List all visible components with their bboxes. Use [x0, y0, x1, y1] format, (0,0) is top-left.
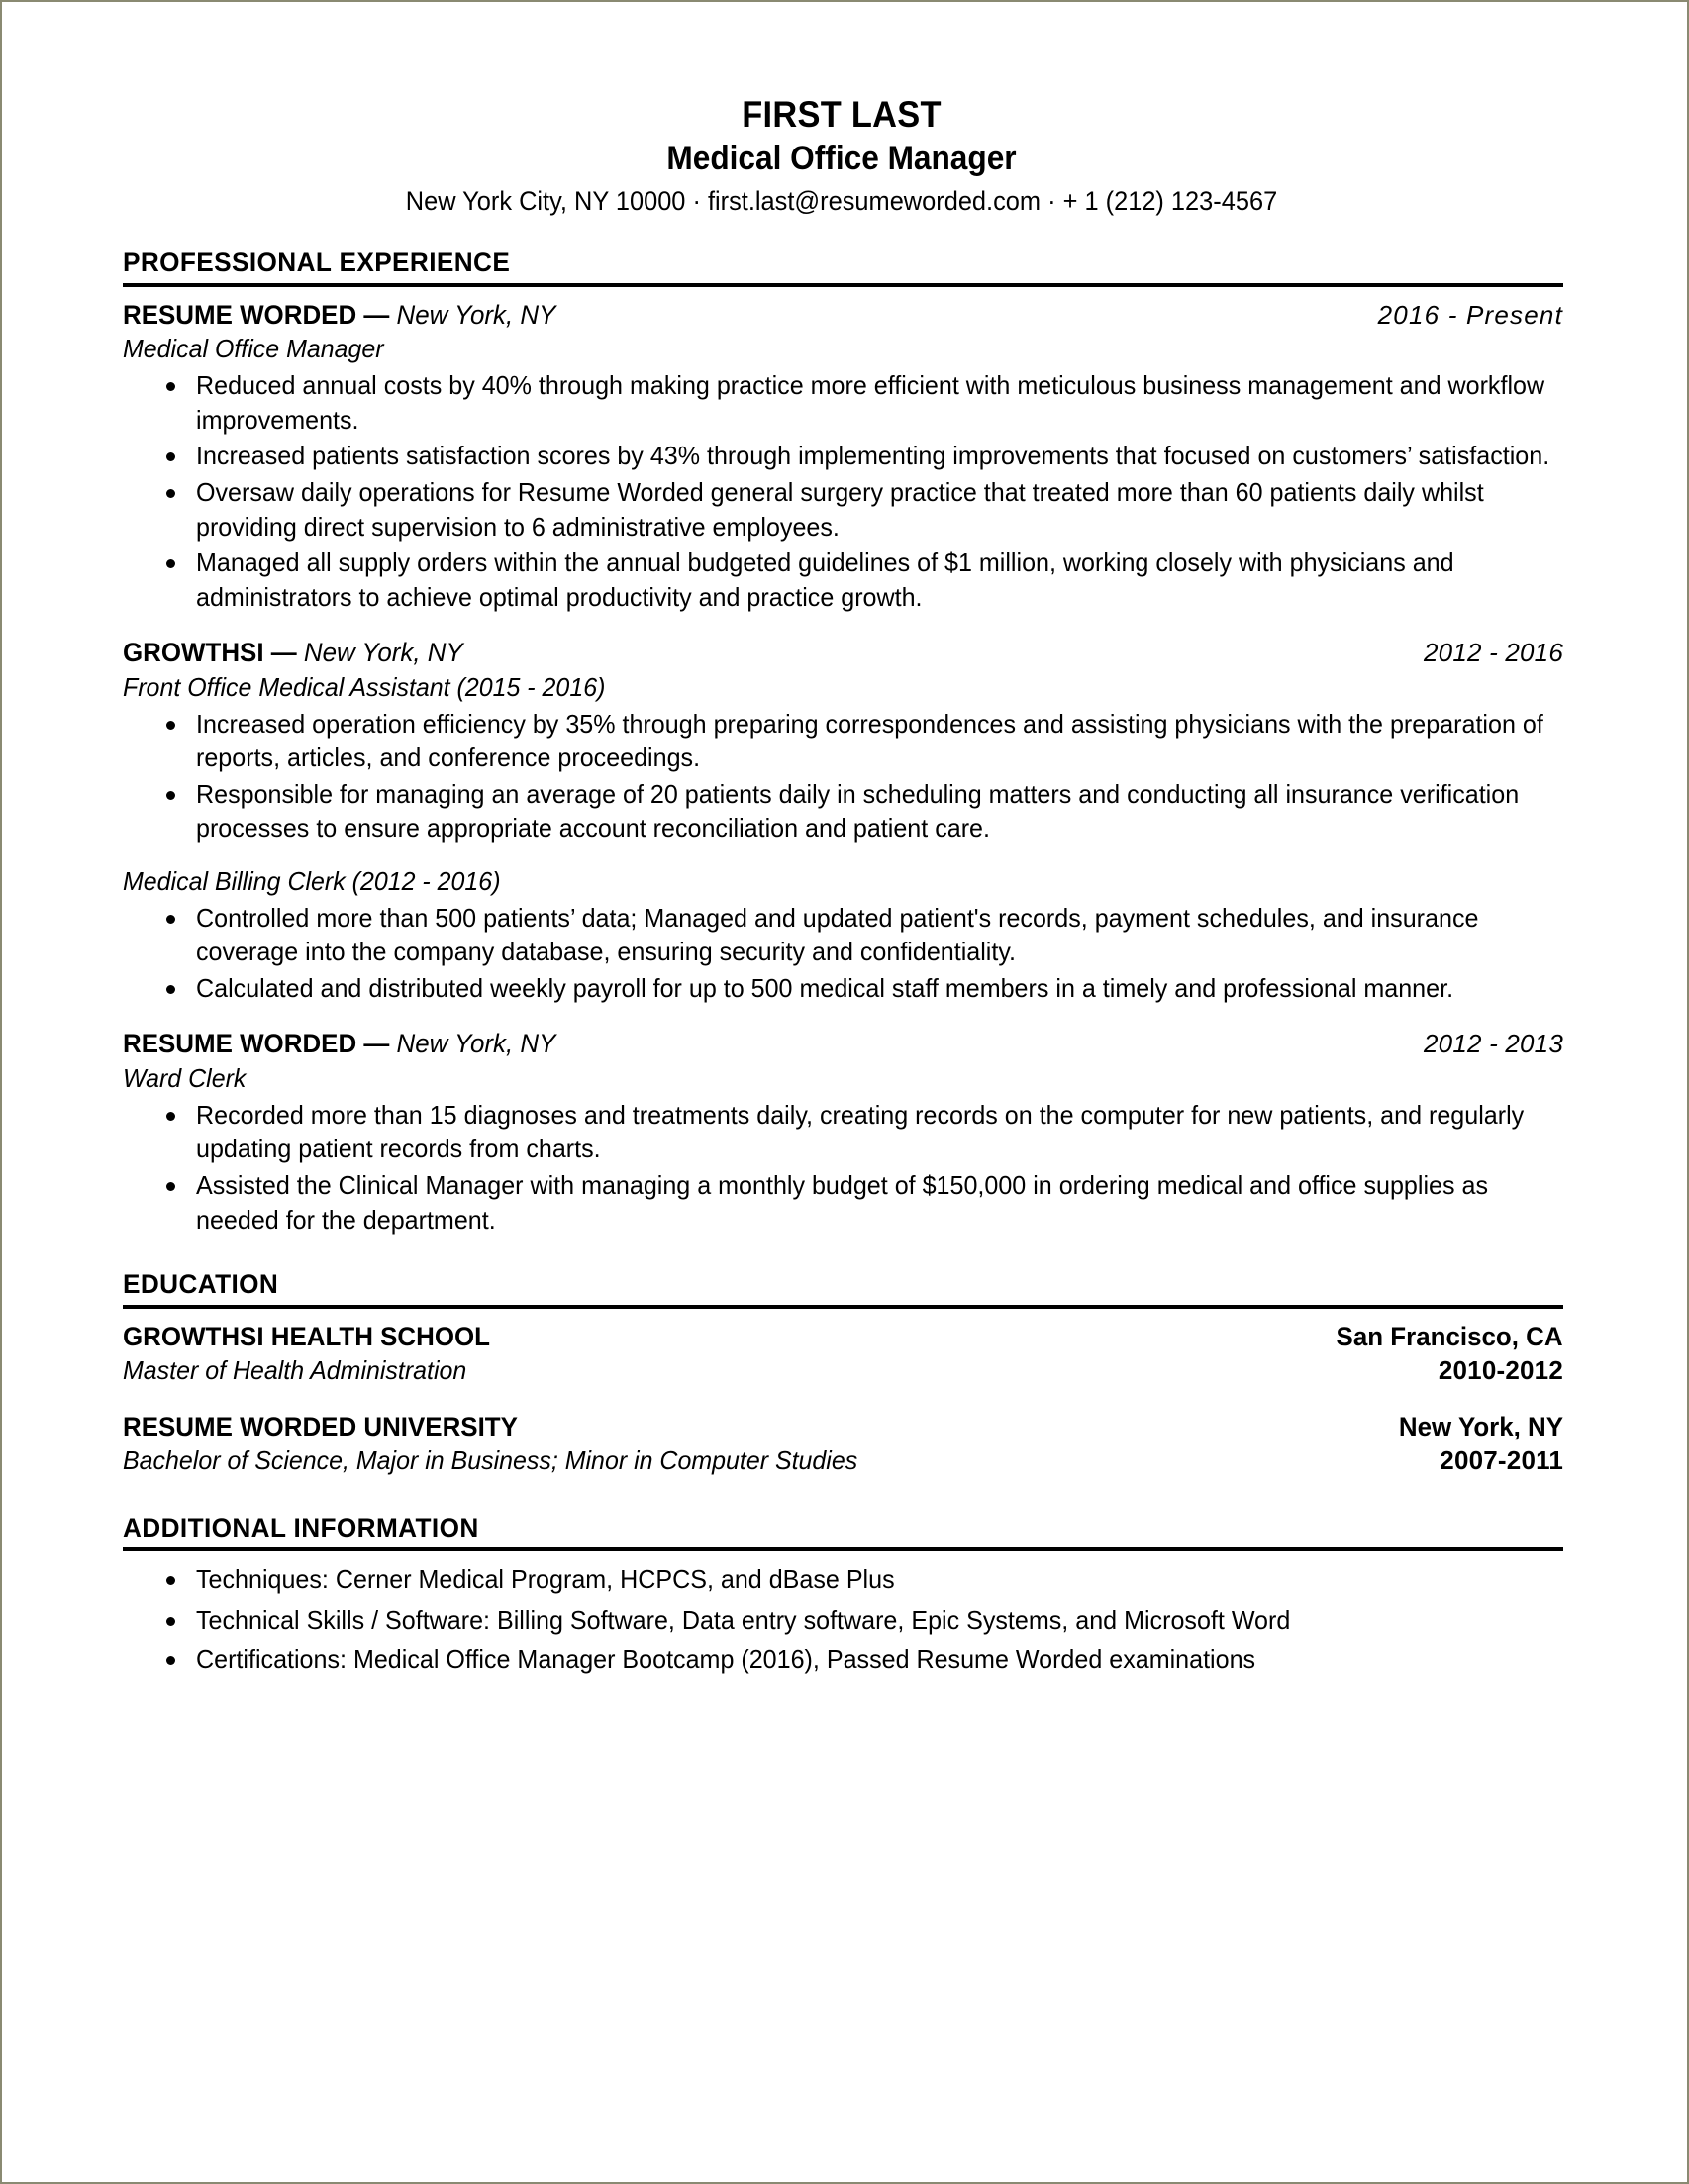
education-years: 2010-2012 [1438, 1354, 1563, 1385]
experience-entry [123, 1027, 1563, 1237]
list-item [123, 1168, 1563, 1237]
education-location: New York, NY [1398, 1411, 1563, 1441]
education-school-name: RESUME WORDED UNIVERSITY [123, 1411, 518, 1441]
section-divider-experience [123, 283, 1563, 287]
bullet-text: Managed all supply orders within the annual budgeted guidelines of $1 million, working closely with physicians and administrators to achieve optimal productivity and practice growth. [196, 547, 1454, 612]
education-years: 2007-2011 [1440, 1444, 1563, 1475]
candidate-contact-line: New York City, NY 10000 · first.last@resumeworded.com · + 1 (212) 123-4567 [405, 186, 1278, 217]
education-degree: Master of Health Administration [123, 1354, 467, 1385]
experience-dates: 2016 - Present [1377, 299, 1563, 330]
experience-entry-header [123, 298, 1563, 333]
candidate-name: FIRST LAST [742, 94, 942, 135]
experience-entry-header [123, 636, 1563, 670]
experience-org-name: RESUME WORDED [123, 1029, 357, 1059]
experience-secondary-bullet-list [123, 901, 1560, 1006]
education-entry [123, 1410, 1563, 1478]
section-title-education: EDUCATION [123, 1269, 279, 1300]
bullet-text: Recorded more than 15 diagnoses and treatments daily, creating records on the computer for new patients, and regularly updating patient records from charts. [196, 1099, 1525, 1164]
bullet-text: Oversaw daily operations for Resume Worded general surgery practice that treated more than 60 patients daily whilst providing direct supervision to 6 administrative employees. [196, 476, 1484, 542]
list-item [123, 439, 1563, 473]
section-additional-information [123, 1514, 1560, 1677]
experience-location: New York, NY [396, 299, 556, 330]
experience-dates: 2012 - 2016 [1424, 638, 1563, 668]
experience-entry [123, 636, 1563, 1005]
experience-location: New York, NY [396, 1029, 556, 1059]
section-title-experience: PROFESSIONAL EXPERIENCE [123, 248, 511, 278]
education-location: San Francisco, CA [1336, 1321, 1563, 1351]
education-degree: Bachelor of Science, Major in Business; Minor in Computer Studies [123, 1444, 858, 1475]
experience-org-line [123, 1027, 555, 1061]
list-item [123, 901, 1563, 969]
bullet-text: Technical Skills / Software: Billing Software, Data entry software, Epic Systems, and Microsoft Word [196, 1604, 1291, 1635]
list-item [123, 1603, 1563, 1638]
experience-entry [123, 298, 1563, 614]
education-entry-bottom-row [123, 1354, 1563, 1388]
experience-secondary-role-title: Medical Billing Clerk (2012 - 2016) [123, 865, 501, 896]
experience-role-title: Ward Clerk [123, 1063, 247, 1094]
experience-org-name: RESUME WORDED [123, 299, 357, 330]
section-divider-education [123, 1305, 1563, 1309]
list-item [123, 475, 1563, 544]
bullet-text: Controlled more than 500 patients’ data; Managed and updated patient's records, payment schedules, and insurance coverage into the company database, ensuring security and confidentiality. [196, 902, 1479, 967]
experience-org-name: GROWTHSI [123, 638, 264, 668]
list-item [123, 1098, 1563, 1166]
education-entry-top-row [123, 1320, 1563, 1354]
education-entry-bottom-row [123, 1444, 1563, 1478]
education-school-name: GROWTHSI HEALTH SCHOOL [123, 1321, 491, 1351]
bullet-text: Reduced annual costs by 40% through making practice more efficient with meticulous business management and workflow improvements. [196, 370, 1545, 435]
experience-bullet-list [123, 707, 1560, 845]
list-item [123, 1562, 1563, 1597]
list-item [123, 546, 1563, 614]
section-divider-additional [123, 1547, 1563, 1551]
education-entry [123, 1320, 1563, 1388]
experience-dash: — [356, 1029, 397, 1059]
experience-dates: 2012 - 2013 [1424, 1029, 1563, 1059]
resume-header [123, 93, 1560, 219]
section-title-additional: ADDITIONAL INFORMATION [123, 1512, 479, 1542]
resume-sheet [2, 2, 1687, 1677]
experience-dash: — [263, 638, 304, 668]
experience-bullet-list [123, 1098, 1560, 1237]
experience-dash: — [356, 299, 397, 330]
experience-org-line [123, 636, 463, 670]
list-item [123, 777, 1563, 845]
list-item [123, 1642, 1563, 1677]
section-education [123, 1269, 1563, 1477]
bullet-text: Responsible for managing an average of 20 patients daily in scheduling matters and conducting all insurance verification processes to ensure appropriate account reconciliation and patient care. [196, 778, 1520, 844]
bullet-text: Increased operation efficiency by 35% through preparing correspondences and assisting physicians with the preparation of reports, articles, and conference proceedings. [196, 708, 1543, 773]
experience-role-title: Medical Office Manager [123, 334, 384, 364]
bullet-text: Techniques: Cerner Medical Program, HCPCS, and dBase Plus [196, 1564, 895, 1595]
education-entry-top-row [123, 1410, 1563, 1444]
list-item [123, 368, 1563, 437]
experience-secondary-role-block [123, 865, 1560, 1006]
experience-location: New York, NY [303, 638, 463, 668]
experience-role-title: Front Office Medical Assistant (2015 - 2016) [123, 671, 606, 702]
bullet-text: Increased patients satisfaction scores by 43% through implementing improvements that focused on customers’ satisfaction. [196, 441, 1550, 471]
candidate-job-title: Medical Office Manager [666, 139, 1017, 177]
experience-org-line [123, 298, 555, 333]
list-item [123, 971, 1563, 1006]
experience-entry-header [123, 1027, 1563, 1061]
list-item [123, 707, 1563, 775]
bullet-text: Certifications: Medical Office Manager Bootcamp (2016), Passed Resume Worded examinations [196, 1644, 1256, 1675]
experience-bullet-list [123, 368, 1560, 614]
bullet-text: Calculated and distributed weekly payroll for up to 500 medical staff members in a timely and professional manner. [196, 972, 1454, 1003]
additional-bullet-list [123, 1562, 1560, 1677]
section-professional-experience [123, 248, 1563, 1237]
bullet-text: Assisted the Clinical Manager with managing a monthly budget of $150,000 in ordering medical and office supplies as needed for the department. [196, 1169, 1489, 1235]
